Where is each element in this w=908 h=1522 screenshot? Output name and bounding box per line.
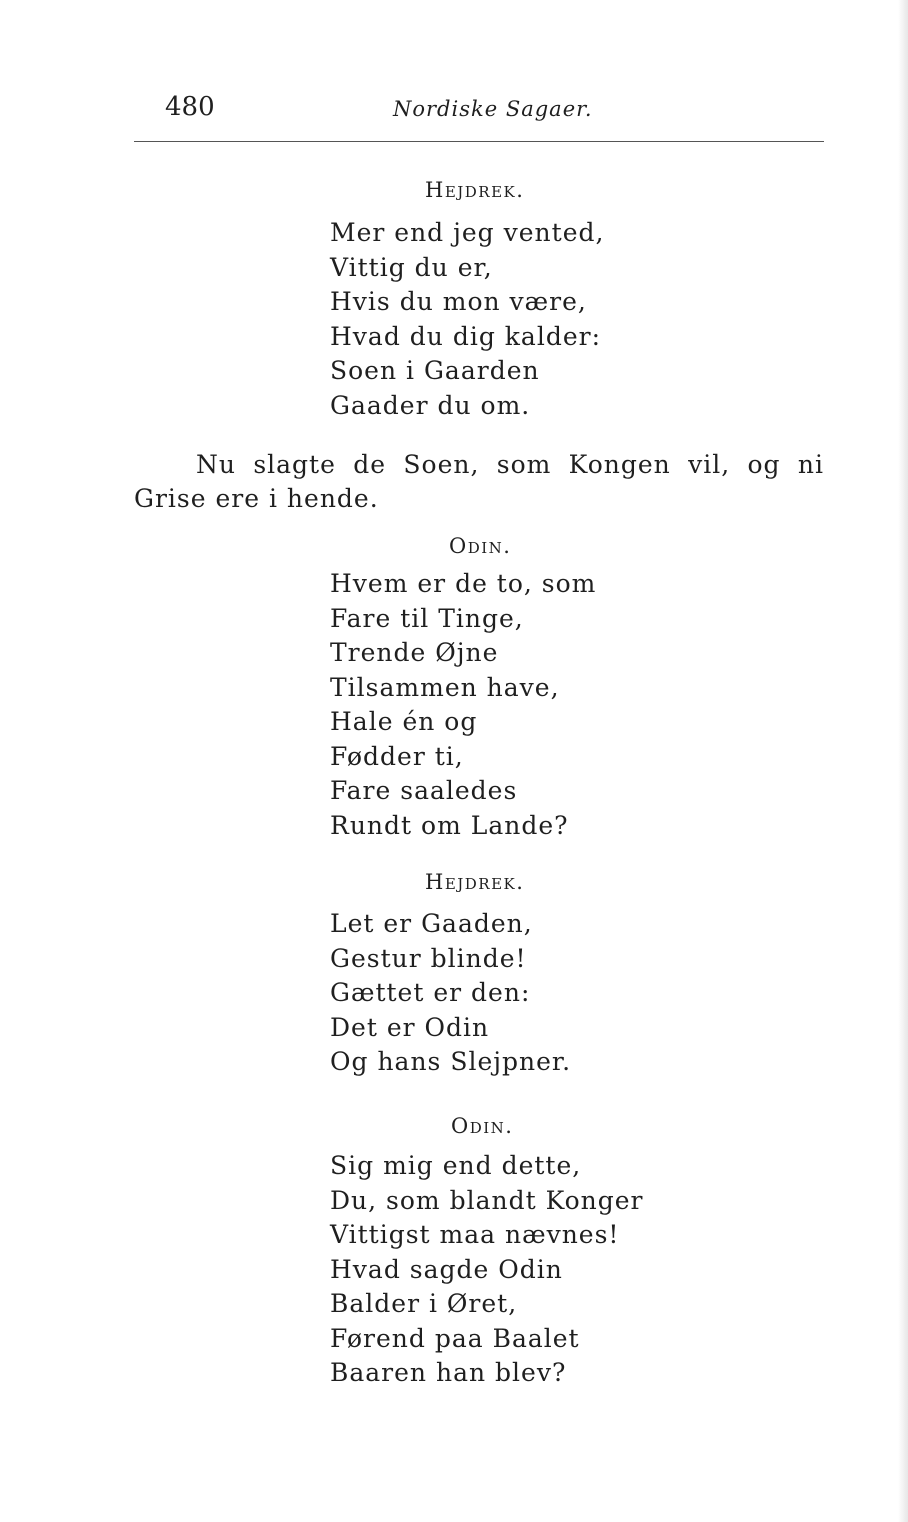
speaker-heading-hejdrek-1: Hejdrek. [425, 178, 525, 202]
header-rule [134, 141, 824, 142]
verse-line: Balder i Øret, [330, 1289, 518, 1318]
verse-line: Fødder ti, [330, 741, 464, 771]
verse-stanza-2 [330, 567, 596, 843]
verse-line: Baaren han blev? [330, 1358, 567, 1387]
verse-line: Det er Odin [330, 1012, 490, 1042]
verse-line: Gaader du om. [330, 390, 531, 420]
verse-line: Og hans Slejpner. [330, 1047, 572, 1076]
verse-line: Vittig du er, [330, 252, 493, 282]
verse-line: Soen i Gaarden [330, 356, 540, 385]
verse-line: Trende Øjne [330, 638, 499, 667]
verse-line: Mer end jeg vented, [330, 218, 605, 247]
verse-line: Let er Gaaden, [330, 909, 533, 938]
verse-line: Hvad du dig kalder: [330, 321, 602, 351]
page-number: 480 [165, 92, 215, 122]
prose-paragraph: Nu slagte de Soen, som Kongen vil, og ni Grise ere i hende. [134, 450, 824, 513]
verse-line: Fare til Tinge, [330, 603, 524, 633]
verse-stanza-1 [330, 216, 604, 423]
verse-stanza-3 [330, 907, 571, 1080]
verse-line: Du, som blandt Konger [330, 1185, 644, 1215]
page-edge-shadow [898, 0, 908, 1522]
verse-line: Hvad sagde Odin [330, 1254, 563, 1284]
book-title: Nordiske Sagaer. [393, 97, 593, 121]
verse-line: Førend paa Baalet [330, 1323, 580, 1353]
verse-line: Sig mig end dette, [330, 1151, 582, 1180]
speaker-heading-odin-2: Odin. [451, 1114, 514, 1138]
verse-line: Vittigst maa nævnes! [330, 1220, 620, 1249]
verse-line: Tilsammen have, [330, 672, 560, 702]
verse-line: Gestur blinde! [330, 943, 527, 973]
verse-line: Hale én og [330, 707, 478, 736]
running-head [0, 92, 908, 132]
verse-line: Rundt om Lande? [330, 810, 569, 840]
verse-line: Hvis du mon være, [330, 287, 587, 316]
speaker-heading-odin-1: Odin. [449, 534, 512, 558]
verse-line: Gættet er den: [330, 978, 531, 1007]
verse-line: Hvem er de to, som [330, 569, 597, 598]
speaker-heading-hejdrek-2: Hejdrek. [425, 870, 525, 894]
verse-stanza-4 [330, 1149, 643, 1391]
verse-line: Fare saaledes [330, 776, 518, 805]
